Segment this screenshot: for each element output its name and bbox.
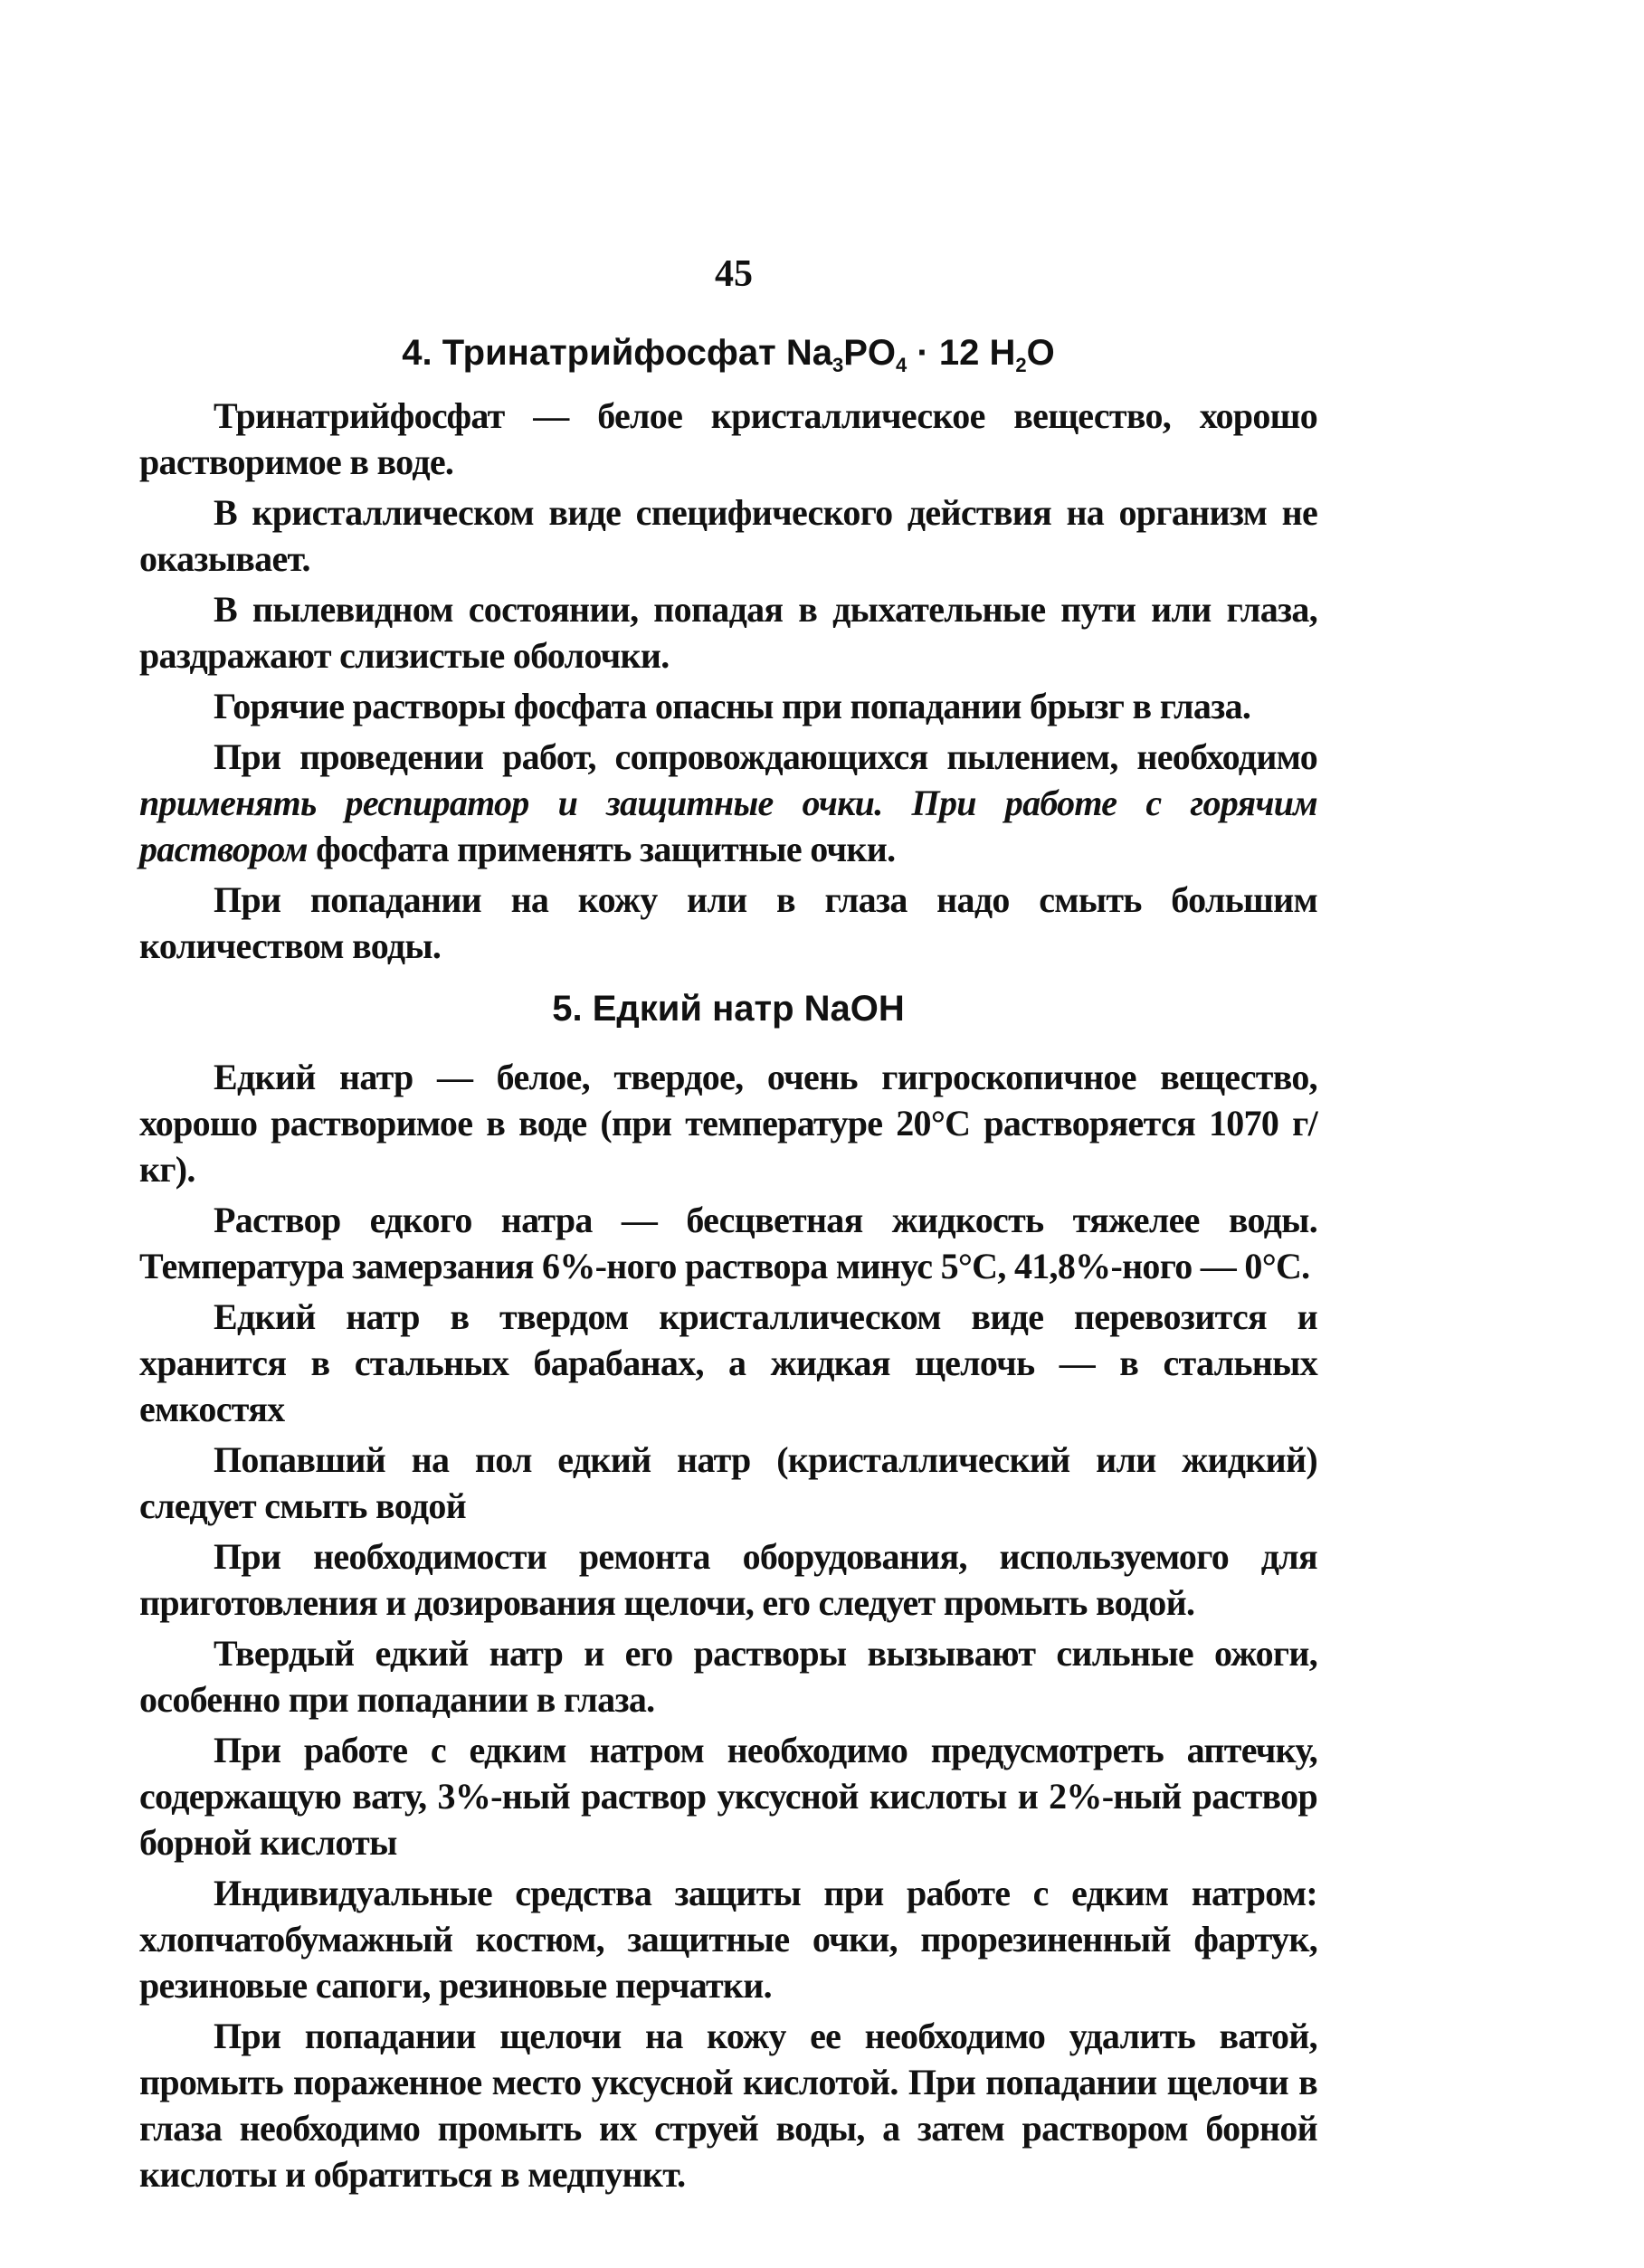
paragraph: В кристаллическом виде специфического действия на организм не оказывает.: [139, 492, 1317, 579]
section-trisodium-phosphate: [139, 335, 1317, 973]
paragraph: При попадании щелочи на кожу ее необходимо удалить ватой, промыть пораженное место уксусной кислотой. При попадании щелочи в глаза необходимо промыть их струей воды, а затем раствором борной кислоты и обратиться в медпункт.: [139, 2016, 1317, 2195]
paragraph-text: При проведении работ, сопровождающихся пылением, необходимо: [214, 736, 1317, 777]
heading-text: 4. Тринатрийфосфат Na: [402, 333, 832, 373]
paragraph: Едкий натр — белое, твердое, очень гигроскопичное вещество, хорошо растворимое в воде (при температуре 20°С растворяется 1070 г/кг).: [139, 1057, 1317, 1190]
paragraph: Раствор едкого натра — бесцветная жидкость тяжелее воды. Температура замерзания 6%-ного раствора минус 5°С, 41,8%-ного — 0°С.: [139, 1200, 1317, 1286]
section-heading: 5. Едкий натр NaOH: [552, 989, 905, 1029]
heading-subscript: 3: [832, 354, 844, 376]
heading-subscript: 4: [896, 354, 908, 376]
paragraph: [139, 734, 1317, 872]
paragraph: Попавший на пол едкий натр (кристаллический или жидкий) следует смыть водой: [139, 1439, 1317, 1526]
heading-text: PO: [843, 333, 897, 373]
paragraph-italic-text: применять респиратор и защитные очки. При работе с горячим раствором: [139, 783, 1317, 869]
section-heading: [139, 333, 1317, 376]
paragraph: Тринатрийфосфат — белое кристаллическое вещество, хорошо растворимое в воде.: [139, 395, 1317, 482]
section-sodium-hydroxide: [139, 991, 1317, 2202]
page-number: 45: [715, 253, 753, 295]
heading-text: · 12 H: [907, 333, 1016, 373]
paragraph: В пылевидном состоянии, попадая в дыхательные пути или глаза, раздражают слизистые оболочки.: [139, 589, 1317, 676]
paragraph: Едкий натр в твердом кристаллическом виде перевозится и хранится в стальных барабанах, а жидкая щелочь — в стальных емкостях: [139, 1296, 1317, 1429]
paragraph: При работе с едким натром необходимо предусмотреть аптечку, содержащую вату, 3%-ный раствор уксусной кислоты и 2%-ный раствор борной кислоты: [139, 1730, 1317, 1863]
heading-subscript: 2: [1015, 354, 1027, 376]
paragraph: При попадании на кожу или в глаза надо смыть большим количеством воды.: [139, 879, 1317, 966]
paragraph: Твердый едкий натр и его растворы вызывают сильные ожоги, особенно при попадании в глаза.: [139, 1633, 1317, 1720]
paragraph: Индивидуальные средства защиты при работе с едким натром: хлопчатобумажный костюм, защитные очки, прорезиненный фартук, резиновые сапоги, резиновые перчатки.: [139, 1873, 1317, 2006]
heading-text: O: [1026, 333, 1055, 373]
paragraph: Горячие растворы фосфата опасны при попадании брызг в глаза.: [214, 686, 1251, 726]
paragraph-text: фосфата применять защитные очки.: [307, 829, 896, 869]
paragraph: При необходимости ремонта оборудования, используемого для приготовления и дозирования щелочи, его следует промыть водой.: [139, 1536, 1317, 1623]
